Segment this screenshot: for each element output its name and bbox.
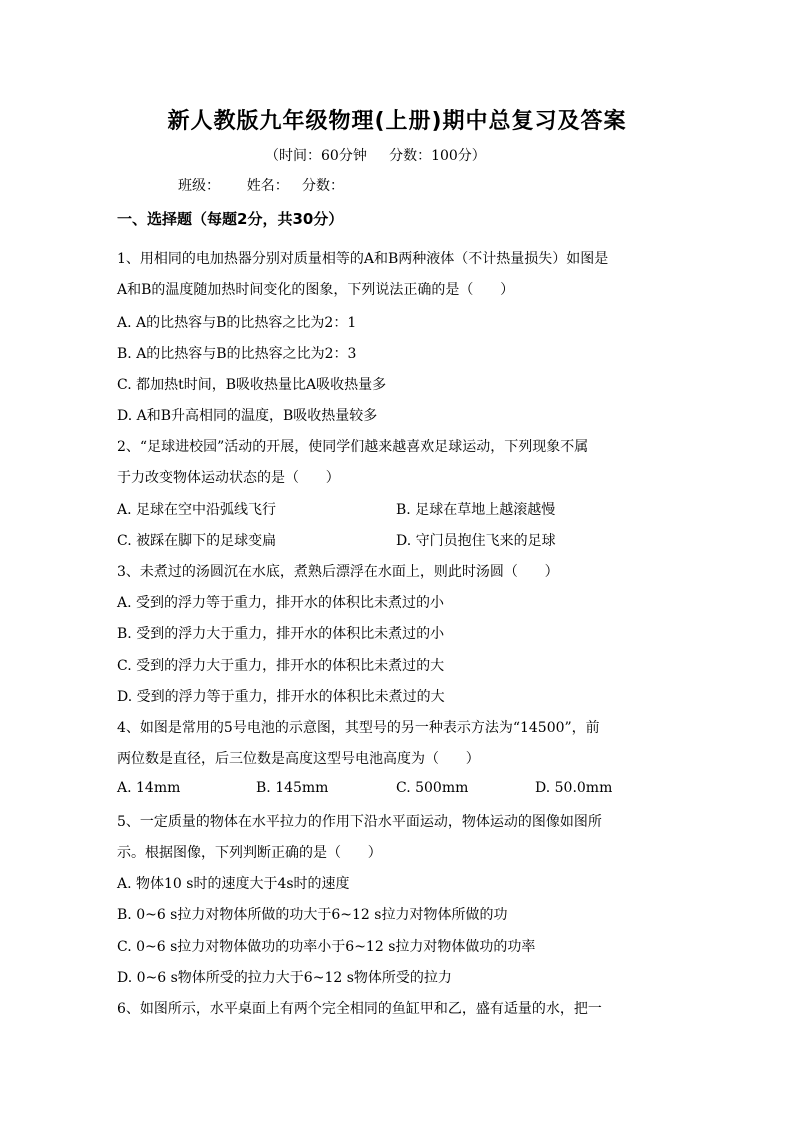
q1-option-d: D. A和B升高相同的温度，B吸收热量较多 — [117, 408, 378, 424]
q1-option-b: B. A的比热容与B的比热容之比为2：3 — [117, 346, 357, 362]
q4-option-c: C. 500mm — [396, 780, 469, 796]
q1-option-a: A. A的比热容与B的比热容之比为2：1 — [117, 315, 357, 331]
q5-option-a: A. 物体10 s时的速度大于4s时的速度 — [117, 876, 350, 892]
q2-stem-line2: 于力改变物体运动状态的是（ ） — [117, 470, 340, 486]
q3-stem-line1: 3、未煮过的汤圆沉在水底，煮熟后漂浮在水面上，则此时汤圆（ ） — [117, 564, 559, 580]
q4-option-a: A. 14mm — [117, 780, 181, 796]
section-heading-choice: 一、选择题（每题2分，共30分） — [117, 210, 344, 228]
q5-option-d: D. 0~6 s物体所受的拉力大于6~12 s物体所受的拉力 — [117, 970, 452, 986]
q5-stem-line2: 示。根据图像，下列判断正确的是（ ） — [117, 845, 382, 861]
q5-stem-line1: 5、一定质量的物体在水平拉力的作用下沿水平面运动，物体运动的图像如图所 — [117, 814, 602, 830]
time-score-line: （时间：60分钟 分数：100分） — [265, 148, 486, 164]
q4-option-b: B. 145mm — [256, 780, 329, 796]
q1-stem-line1: 1、用相同的电加热器分别对质量相等的A和B两种液体（不计热量损失）如图是 — [117, 251, 609, 267]
q2-option-b: B. 足球在草地上越滚越慢 — [396, 502, 556, 518]
q2-stem-line1: 2、“足球进校园”活动的开展，使同学们越来越喜欢足球运动，下列现象不属 — [117, 439, 589, 455]
q3-option-b: B. 受到的浮力大于重力，排开水的体积比未煮过的小 — [117, 626, 445, 642]
q5-option-b: B. 0~6 s拉力对物体所做的功大于6~12 s拉力对物体所做的功 — [117, 907, 508, 923]
q4-stem-line1: 4、如图是常用的5号电池的示意图，其型号的另一种表示方法为“14500”，前 — [117, 720, 600, 736]
q6-stem-line1: 6、如图所示，水平桌面上有两个完全相同的鱼缸甲和乙，盛有适量的水，把一 — [117, 1001, 602, 1017]
q3-option-c: C. 受到的浮力大于重力，排开水的体积比未煮过的大 — [117, 658, 445, 674]
page-title: 新人教版九年级物理(上册)期中总复习及答案 — [167, 109, 627, 134]
q4-option-d: D. 50.0mm — [535, 780, 613, 796]
q1-stem-line2: A和B的温度随加热时间变化的图象，下列说法正确的是（ ） — [117, 282, 515, 298]
q2-option-d: D. 守门员抱住飞来的足球 — [396, 533, 556, 549]
q3-option-d: D. 受到的浮力等于重力，排开水的体积比未煮过的大 — [117, 689, 445, 705]
q3-option-a: A. 受到的浮力等于重力，排开水的体积比未煮过的小 — [117, 595, 445, 611]
q2-option-a: A. 足球在空中沿弧线飞行 — [117, 502, 277, 518]
q5-option-c: C. 0~6 s拉力对物体做功的功率小于6~12 s拉力对物体做功的功率 — [117, 939, 536, 955]
q2-option-c: C. 被踩在脚下的足球变扁 — [117, 533, 277, 549]
student-info-line: 班级： 姓名： 分数： — [178, 178, 345, 194]
q1-option-c: C. 都加热t时间，B吸收热量比A吸收热量多 — [117, 377, 387, 393]
q4-stem-line2: 两位数是直径，后三位数是高度这型号电池高度为（ ） — [117, 751, 480, 767]
